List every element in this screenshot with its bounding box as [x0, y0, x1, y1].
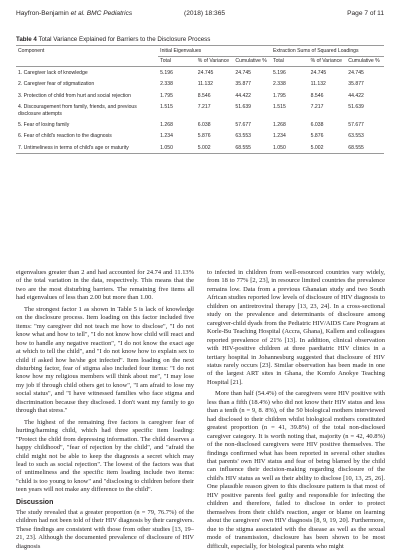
- table-cell: 8.546: [197, 92, 211, 99]
- table-cell: 7.217: [310, 104, 324, 111]
- table-cell: 6.038: [197, 122, 211, 129]
- paragraph: More than half (54.4%) of the caregivers were HIV positive with less than a fifth (18.4%) who did not know their HIV status and less than a tenth (n = 9, 8. 8%), of the 50 biological mothers interviewed had disclosed to their children whilst biological mothers constituted greatest proportion (n = 41, 39.8%) of the total non-disclosed caregiver category. It is worth noting that, majority (n = 42, 40.8%) of the non-disclosed caregivers were HIV positive themselves. The findings confirmed what has been reported in several other studies that parents' own HIV status and fear of being blamed by the child can influence their decision-making regarding disclosure of the child's HIV status as well as their ability to disclose [10, 13, 25, 26]. One plausible reason given to this disclosure pattern is that most of HIV positive parents feel guilty and responsible for infecting the children and therefore, failed to disclose in order to protect themselves from their child's reaction, anger or blame on learning about the caregivers' own HIV diagnosis [8, 9, 19, 20]. Furthermore, due to the stigma associated with the disease as well as the sexual mode of transmission, disclosure has been shown to be most difficult, especially, for biological parents who might: [207, 390, 385, 550]
- table-cell: 63.553: [348, 133, 364, 140]
- table-cell: 57.677: [235, 122, 251, 129]
- table-cell: 1.234: [160, 133, 173, 140]
- table-cell: 35.877: [235, 81, 251, 88]
- table-row: [16, 130, 384, 141]
- table-cell: 57.677: [348, 122, 364, 129]
- table-label: Table 4: [16, 36, 37, 43]
- table-cell: 24.745: [348, 70, 364, 76]
- table-cell: 1.515: [160, 104, 173, 111]
- table-cell: 1.050: [158, 142, 196, 154]
- table-row: [16, 101, 384, 119]
- table-cell: 5.002: [309, 142, 347, 154]
- paragraph: to infected in children from well-resourced countries vary widely, from 18 to 77% [2, 23], in resource limited countries the prevalence remains low. Data from a previous Ghanaian study and two South African studies reported low levels of disclosure of HIV diagnosis to children on antiretroviral therapy [13, 23, 24]. In a cross-sectional study on the prevalence and determinants of disclosure among caregiver-child dyads from the Pediatric HIV/AIDS Care Program at Korle-Bu Teaching Hospital (Accra, Ghana), Kallem and colleagues reported prevalence of 21% [13]. In addition, clinical observation with HIV-positive children at three paediatric HIV clinics in a tertiary hospital in Johannesburg suggested that disclosure of HIV status rarely occurs [23]. Similar observation has been made in one of the largest ART sites in Ghana, the Komfo Anokye Teaching Hospital [21].: [207, 269, 385, 386]
- table-cell: 44.422: [348, 92, 364, 99]
- table-cell: 24.745: [235, 70, 251, 76]
- table-cell: 5.876: [197, 133, 211, 140]
- table-cell: 63.553: [235, 133, 251, 140]
- paragraph: The study revealed that a greater proportion (n = 79, 76.7%) of the children had not been told of their HIV diagnosis by their caregivers. These findings are consistent with those from other studies [13, 19–21, 23]. Although the documented prevalence of disclosure of HIV diagnosis: [16, 508, 194, 550]
- table-header-row: [16, 46, 384, 57]
- header-year: (2018) 18:365: [184, 10, 226, 17]
- table-row: [16, 90, 384, 101]
- table-cell: 24.745: [197, 70, 214, 76]
- table-cell: 44.422: [235, 92, 251, 99]
- section-heading-discussion: Discussion: [16, 498, 54, 506]
- table-cell: 6.038: [310, 122, 324, 129]
- table-cell: 1.268: [273, 122, 286, 129]
- row-label: 1. Caregiver lack of knowledge: [18, 70, 88, 76]
- subheader-total: Total: [158, 57, 196, 67]
- table-caption-text: Total Variance Explained for Barriers to the Disclosure Process: [38, 36, 211, 43]
- table-row: [16, 142, 384, 154]
- header-authors: [16, 10, 132, 17]
- table-cell: 5.196: [273, 70, 286, 76]
- component-header: Component: [16, 46, 158, 67]
- subheader-percent-variance: % of Variance: [196, 57, 234, 67]
- table-cell: 8.546: [310, 92, 324, 99]
- table-cell: 68.555: [233, 142, 271, 154]
- left-text-column: [16, 269, 194, 554]
- variance-table: [16, 45, 384, 154]
- table-cell: 35.877: [348, 81, 364, 88]
- subheader-percent-variance: % of Variance: [309, 57, 347, 67]
- table-cell: 51.639: [235, 104, 251, 111]
- subheader-total: Total: [271, 57, 309, 67]
- table-cell: 1.050: [271, 142, 309, 154]
- table-cell: 5.002: [196, 142, 234, 154]
- paragraph: eigenvalues greater than 2 and had accounted for 24.74 and 11.13% of the total variation in the data, respectively. This means that the two are the most disturbing barriers. The remaining five items all had eigenvalues of less than 2.00 but more than 1.00.: [16, 269, 194, 302]
- table-cell: 5.876: [310, 133, 324, 140]
- row-label: 6. Fear of child's reaction to the diagnosis: [18, 133, 112, 140]
- paragraph: The strongest factor 1 as shown in Table 5 is lack of knowledge on the disclosure process. Item loading on this factor included five items: "my caregiver did not teach me how to disclose", "I do not know what and how to tell", "I do not know how child will react and how to handle any negative reaction", "I do not know the exact age at which to tell the child", and "I do not know how to explain sex to child if asked how he/she got infected". Item loading on the next disturbing factor, fear of stigma also included four items: "I do not know how my religious members will think about me", "I may lose my job if through child others get to know", "I am afraid to lose my social status", and "I have witnessed families who face stigma and discrimination because they disclosed. I don't want my family to go through that stress.": [16, 305, 194, 415]
- header-page-number: Page 7 of 11: [347, 10, 384, 17]
- table-cell: 68.555: [346, 142, 384, 154]
- table-cell: 51.639: [348, 104, 364, 111]
- running-header: [16, 10, 384, 22]
- table-row: [16, 78, 384, 89]
- table-cell: 11.132: [197, 81, 213, 88]
- table-row: [16, 67, 384, 79]
- table-cell: 1.795: [273, 92, 286, 99]
- subheader-cumulative: Cumulative %: [233, 57, 271, 67]
- table-caption: [16, 36, 384, 43]
- header-author-names: Hayfron-Benjamin: [16, 10, 69, 17]
- table-cell: 2.338: [160, 81, 173, 88]
- table-cell: 11.132: [310, 81, 326, 88]
- table-cell: 2.338: [273, 81, 286, 88]
- table-cell: 1.234: [273, 133, 286, 140]
- table-cell: 1.268: [160, 122, 173, 129]
- table-cell: 1.795: [160, 92, 173, 99]
- table-row: [16, 119, 384, 130]
- initial-eigenvalues-header: Initial Eigenvalues: [158, 46, 271, 57]
- extraction-sums-header: Extraction Sums of Squared Loadings: [271, 46, 384, 57]
- row-label: 7. Untimeliness in terms of child's age or maturity: [16, 142, 158, 154]
- row-label: 2. Caregiver fear of stigmatization: [18, 81, 95, 88]
- table-cell: 7.217: [197, 104, 211, 111]
- table-cell: 5.196: [160, 70, 173, 76]
- right-text-column: [207, 269, 385, 554]
- table-cell: 24.745: [310, 70, 327, 76]
- subheader-cumulative: Cumulative %: [346, 57, 384, 67]
- row-label: 3. Protection of child from hurt and social rejection: [18, 92, 131, 99]
- table-cell: 1.515: [273, 104, 286, 111]
- header-journal: et al. BMC Pediatrics: [70, 10, 133, 17]
- row-label: 5. Fear of losing family: [18, 122, 70, 129]
- paragraph: The highest of the remaining five factors is caregiver fear of hurting/harming child, which had three specific item loading: "Protect the child from depressing information. The child deserves a happy childhood", "fear of rejection by the child", and "afraid the child might not be able to keep the diagnosis a secret which may lead to such as social rejection". The lowest of the factors was that of untimeliness and the specific item loading include two items: "child is too young to know" and "disclosing to children before their teen years will not make any difference to the child".: [16, 418, 194, 494]
- row-label: 4. Discouragement from family, friends, and previous disclosure attempts: [18, 104, 137, 117]
